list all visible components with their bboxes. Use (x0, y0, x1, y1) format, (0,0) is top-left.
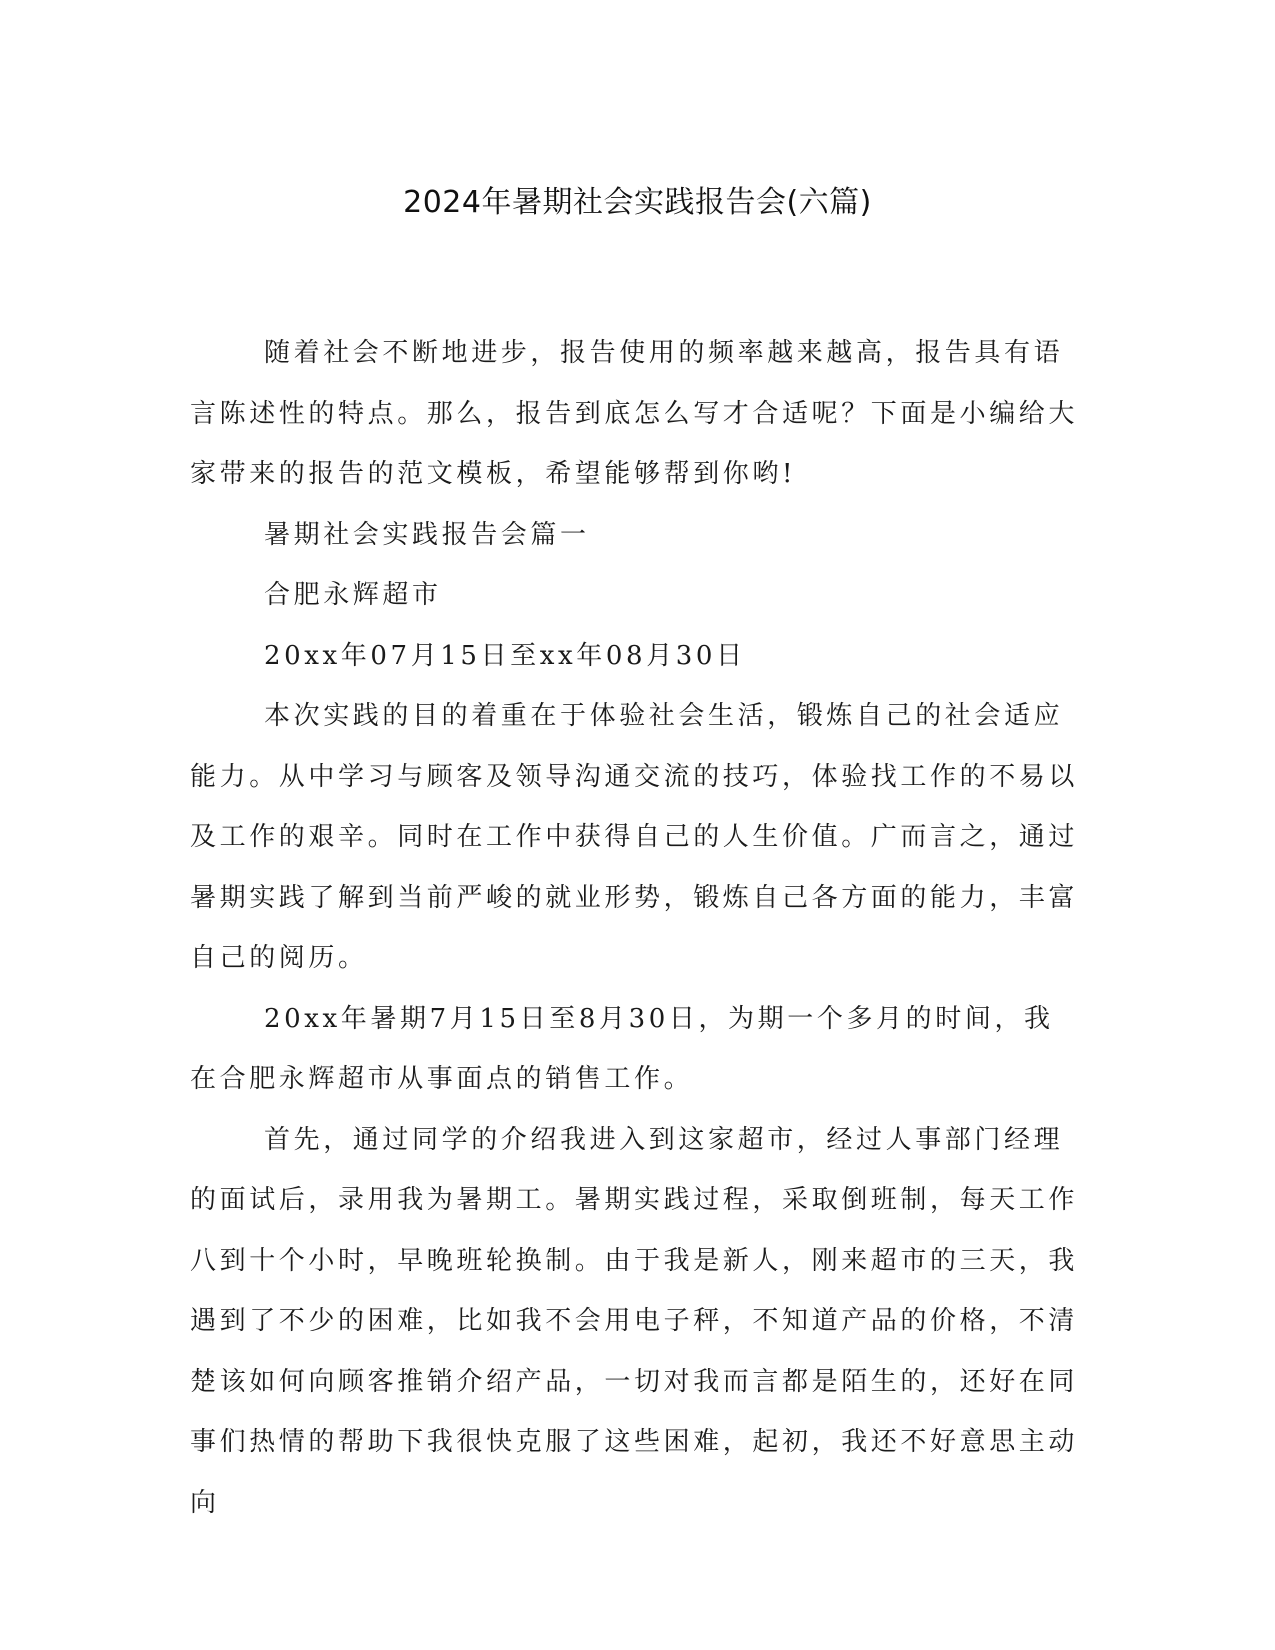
paragraph-period: 20xx年暑期7月15日至8月30日，为期一个多月的时间，我在合肥永辉超市从事面点的销售工作。 (190, 1003, 1054, 1094)
document-title: 2024年暑期社会实践报告会(六篇) (403, 185, 872, 220)
document-body (190, 323, 1080, 1533)
paragraph-intro: 随着社会不断地进步，报告使用的频率越来越高，报告具有语言陈述性的特点。那么，报告到底怎么写才合适呢？下面是小编给大家带来的报告的范文模板，希望能够帮到你哟! (190, 338, 1079, 489)
paragraph-experience: 首先，通过同学的介绍我进入到这家超市，经过人事部门经理的面试后，录用我为暑期工。暑期实践过程，采取倒班制，每天工作八到十个小时，早晚班轮换制。由于我是新人，刚来超市的三天，我遇到了不少的困难，比如我不会用电子秤，不知道产品的价格，不清楚该如何向顾客推销介绍产品，一切对我而言都是陌生的，还好在同事们热情的帮助下我很快克服了这些困难，起初，我还不好意思主动向 (190, 1124, 1079, 1518)
section-heading: 暑期社会实践报告会篇一 (264, 519, 590, 550)
paragraph-location: 合肥永辉超市 (264, 580, 442, 610)
paragraph-date-range: 20xx年07月15日至xx年08月30日 (264, 640, 746, 671)
paragraph-purpose: 本次实践的目的着重在于体验社会生活，锻炼自己的社会适应能力。从中学习与顾客及领导沟通交流的技巧，体验找工作的不易以及工作的艰辛。同时在工作中获得自己的人生价值。广而言之，通过暑期实践了解到当前严峻的就业形势，锻炼自己各方面的能力，丰富自己的阅历。 (190, 701, 1079, 973)
